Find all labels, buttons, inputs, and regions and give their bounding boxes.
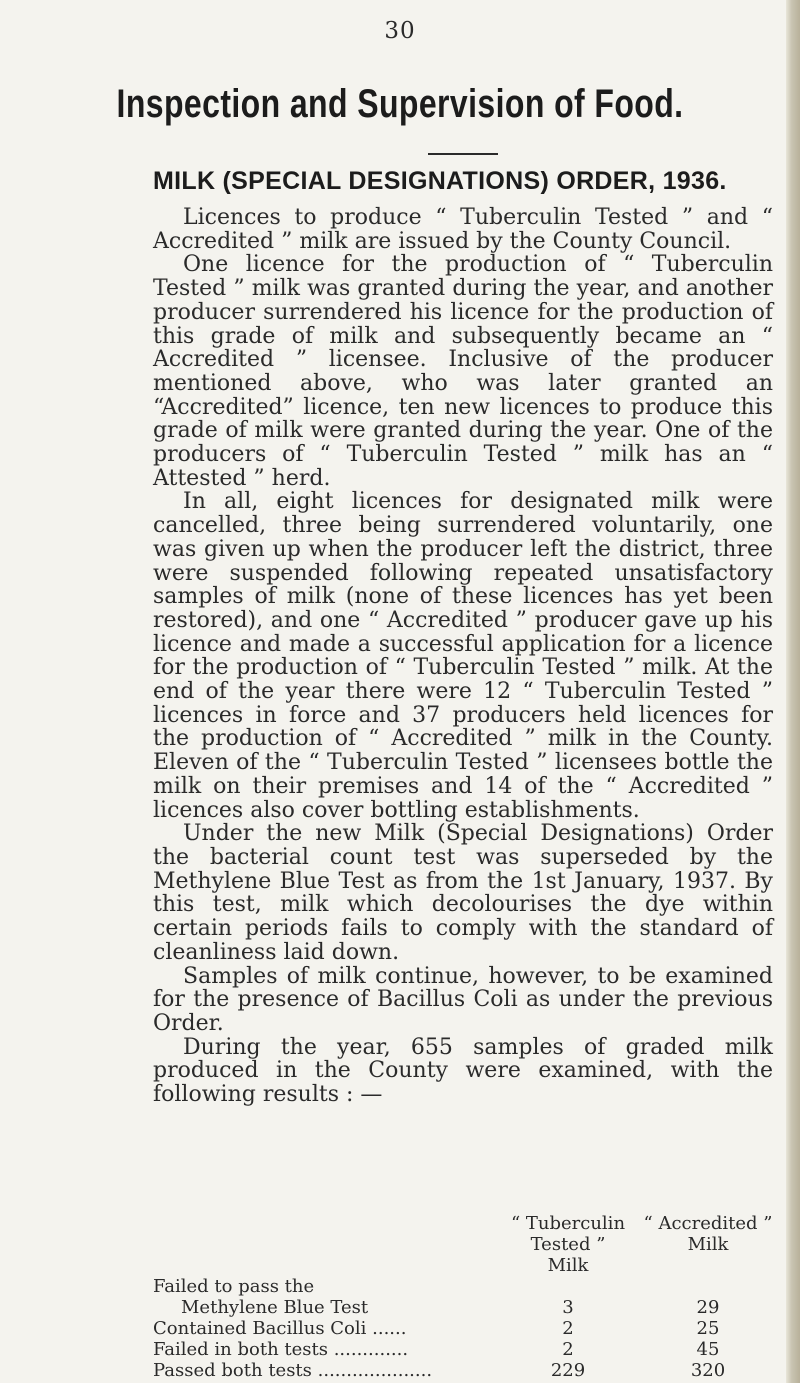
row-label: Failed in both tests ............. — [153, 1339, 409, 1360]
paragraph: One licence for the production of “ Tuberculin Tested ” milk was granted during the year, and another producer surrendered his licence for the production of this grade of milk and subsequently became an “ Accredited ” licensee. Inclusive of the producer mentioned above, who was later granted an “Accredited” licence, ten new licences to produce this grade of milk were granted during the year. One of the producers of “ Tuberculin Tested ” milk has an “ Attested ” herd. — [153, 252, 773, 491]
paragraph: In all, eight licences for designated milk were cancelled, three being surrendered voluntarily, one was given up when the producer left the district, three were suspended following repeated unsatisfactory samples of milk (none of these licences has yet been restored), and one “ Accredited ” producer gave up his licence and made a successful application for a licence for the production of “ Tuberculin Tested ” milk. At the end of the year there were 12 “ Tuberculin Tested ” licences in force and 37 producers held licences for the production of “ Accredited ” milk in the County. Eleven of the “ Tuberculin Tested ” licensees bottle the milk on their premises and 14 of the “ Accredited ” licences also cover bottling establishments. — [153, 489, 773, 823]
page-number: 30 — [384, 18, 416, 44]
cell-tuberculin-tested: 3 — [562, 1297, 574, 1318]
column-header-accredited: “ Accredited ” Milk — [643, 1213, 773, 1255]
cell-accredited: 29 — [696, 1297, 720, 1318]
table-row — [153, 1360, 773, 1381]
body-text — [153, 206, 773, 1107]
heading-rule — [428, 153, 498, 155]
row-label: Passed both tests .................... — [153, 1360, 433, 1381]
paragraph: Under the new Milk (Special Designations) Order the bacterial count test was superseded by the Methylene Blue Test as from the 1st January, 1937. By this test, milk which decolourises the dye within certain periods fails to comply with the standard of cleanliness laid down. — [153, 821, 773, 965]
cell-accredited: 45 — [696, 1339, 720, 1360]
column-header-tuberculin-tested: “ Tuberculin Tested ” Milk — [510, 1213, 626, 1276]
paragraph: Samples of milk continue, however, to be examined for the presence of Bacillus Coli as under the previous Order. — [153, 963, 773, 1036]
cell-accredited: 25 — [696, 1318, 720, 1339]
results-table — [153, 1213, 773, 1381]
paragraph: Licences to produce “ Tuberculin Tested ” and “ Accredited ” milk are issued by the County Council. — [153, 205, 773, 254]
page-heading: Inspection and Supervision of Food. — [116, 82, 684, 126]
cell-accredited: 320 — [690, 1360, 726, 1381]
cell-tuberculin-tested: 2 — [562, 1318, 574, 1339]
section-title: MILK (SPECIAL DESIGNATIONS) ORDER, 1936. — [153, 167, 727, 195]
table-row — [153, 1339, 773, 1360]
paragraph: During the year, 655 samples of graded milk produced in the County were examined, with the following results : — — [153, 1034, 773, 1108]
table-row — [153, 1318, 773, 1339]
cell-tuberculin-tested: 2 — [562, 1339, 574, 1360]
page-edge — [786, 0, 800, 1383]
cell-tuberculin-tested: 229 — [550, 1360, 586, 1381]
table-header-row — [153, 1213, 773, 1276]
table-row — [153, 1276, 773, 1318]
row-label: Failed to pass the Methylene Blue Test — [153, 1276, 369, 1318]
row-label: Contained Bacillus Coli ...... — [153, 1318, 407, 1339]
